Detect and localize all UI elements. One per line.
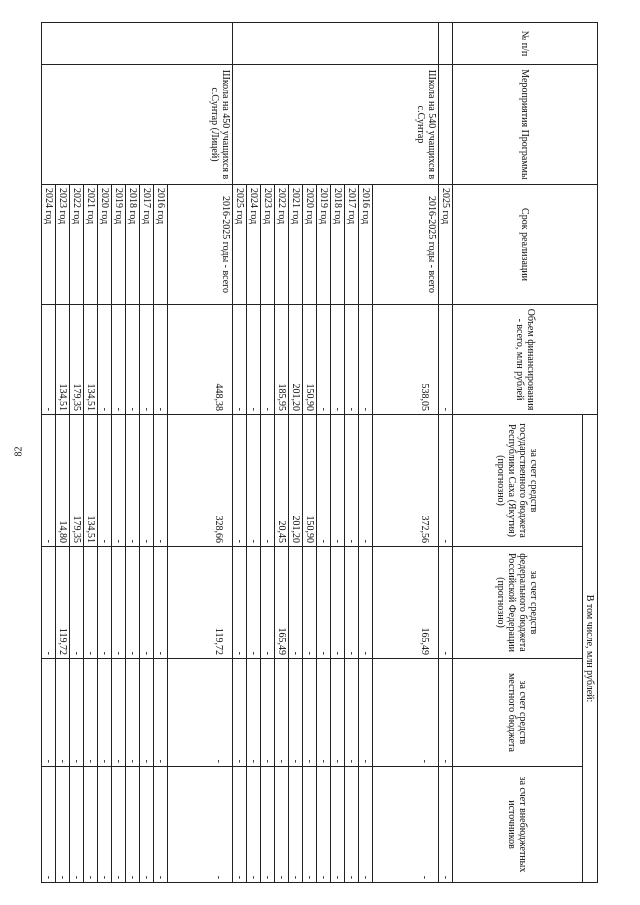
period-cell: 2018 год	[126, 185, 140, 305]
period-cell: 2023 год	[56, 185, 70, 305]
extra-cell: -	[42, 767, 56, 883]
period-cell: 2020 год	[303, 185, 317, 305]
federal-cell: -	[126, 547, 140, 659]
total-cell: -	[331, 305, 345, 415]
event-name-cell: Школа на 540 учащихся в с.Сунтар	[233, 65, 439, 185]
local-cell: -	[140, 659, 154, 767]
period-cell: 2017 год	[140, 185, 154, 305]
federal-cell: -	[331, 547, 345, 659]
federal-cell: 119,72	[56, 547, 70, 659]
federal-cell: 119,72	[168, 547, 234, 659]
state-cell: 328,66	[168, 415, 234, 547]
federal-cell: -	[317, 547, 331, 659]
state-cell: 134,51	[84, 415, 98, 547]
state-cell: -	[261, 415, 275, 547]
local-cell: -	[168, 659, 234, 767]
total-cell: 179,35	[70, 305, 84, 415]
local-cell: -	[275, 659, 289, 767]
local-cell: -	[359, 659, 373, 767]
extra-cell: -	[168, 767, 234, 883]
funding-table	[41, 22, 598, 883]
state-cell: 150,90	[303, 415, 317, 547]
local-cell: -	[331, 659, 345, 767]
local-cell: -	[439, 659, 453, 767]
period-cell: 2024 год	[42, 185, 56, 305]
total-cell: 538,05	[373, 305, 439, 415]
total-cell: -	[345, 305, 359, 415]
extra-cell: -	[439, 767, 453, 883]
federal-cell: -	[303, 547, 317, 659]
federal-cell: -	[439, 547, 453, 659]
extra-cell: -	[303, 767, 317, 883]
extra-cell: -	[373, 767, 439, 883]
total-cell: 185,95	[275, 305, 289, 415]
local-cell: -	[56, 659, 70, 767]
period-cell: 2020 год	[98, 185, 112, 305]
header-total: Объем финансирования - всего, млн рублей	[453, 305, 598, 415]
local-cell: -	[303, 659, 317, 767]
num-cell	[233, 23, 439, 65]
federal-cell: -	[84, 547, 98, 659]
total-cell: -	[359, 305, 373, 415]
total-cell: -	[42, 305, 56, 415]
federal-cell: -	[359, 547, 373, 659]
state-cell: -	[331, 415, 345, 547]
header-event: Мероприятия Программы	[453, 65, 598, 185]
extra-cell: -	[126, 767, 140, 883]
period-cell: 2016-2025 годы - всего	[373, 185, 439, 305]
federal-cell: 165,49	[275, 547, 289, 659]
federal-cell: -	[247, 547, 261, 659]
total-cell: -	[439, 305, 453, 415]
extra-cell: -	[359, 767, 373, 883]
header-extra-budget: за счет внебюджетных источников	[453, 767, 583, 883]
period-cell: 2025 год	[439, 185, 453, 305]
total-cell: 150,90	[303, 305, 317, 415]
local-cell: -	[233, 659, 247, 767]
period-cell: 2025 год	[233, 185, 247, 305]
federal-cell: -	[42, 547, 56, 659]
period-cell: 2021 год	[289, 185, 303, 305]
period-cell: 2018 год	[331, 185, 345, 305]
header-including: В том числе, млн рублей:	[583, 415, 598, 883]
period-cell: 2019 год	[112, 185, 126, 305]
total-cell: -	[112, 305, 126, 415]
header-federal-budget: за счет средств федерального бюджета Российской Федерации (прогнозно)	[453, 547, 583, 659]
total-cell: -	[98, 305, 112, 415]
local-cell: -	[317, 659, 331, 767]
table-row-group-total	[373, 23, 439, 883]
total-cell: -	[317, 305, 331, 415]
extra-cell: -	[84, 767, 98, 883]
total-cell: 134,51	[56, 305, 70, 415]
total-cell: 448,38	[168, 305, 234, 415]
federal-cell: -	[112, 547, 126, 659]
state-cell: -	[345, 415, 359, 547]
local-cell: -	[247, 659, 261, 767]
table-body	[42, 23, 453, 883]
extra-cell: -	[56, 767, 70, 883]
extra-cell: -	[317, 767, 331, 883]
event-name-cell: Школа на 450 учащихся в с.Сунтар (Лицей)	[42, 65, 234, 185]
total-cell: -	[247, 305, 261, 415]
state-cell: 14,80	[56, 415, 70, 547]
state-cell: -	[247, 415, 261, 547]
local-cell: -	[345, 659, 359, 767]
period-cell: 2022 год	[275, 185, 289, 305]
local-cell: -	[289, 659, 303, 767]
federal-cell: -	[154, 547, 168, 659]
total-cell: -	[126, 305, 140, 415]
table-row-carryover	[439, 23, 453, 883]
extra-cell: -	[70, 767, 84, 883]
state-cell: -	[317, 415, 331, 547]
extra-cell: -	[154, 767, 168, 883]
local-cell: -	[126, 659, 140, 767]
period-cell: 2019 год	[317, 185, 331, 305]
rotated-page-content	[41, 22, 598, 882]
federal-cell: -	[70, 547, 84, 659]
total-cell: 201,20	[289, 305, 303, 415]
period-cell: 2016 год	[359, 185, 373, 305]
period-cell: 2023 год	[261, 185, 275, 305]
state-cell: -	[42, 415, 56, 547]
period-cell: 2021 год	[84, 185, 98, 305]
local-cell: -	[261, 659, 275, 767]
state-cell: -	[359, 415, 373, 547]
state-cell: 372,56	[373, 415, 439, 547]
event-cell	[439, 65, 453, 185]
federal-cell: -	[261, 547, 275, 659]
period-cell: 2017 год	[345, 185, 359, 305]
local-cell: -	[373, 659, 439, 767]
extra-cell: -	[233, 767, 247, 883]
num-cell	[439, 23, 453, 65]
state-cell: 179,35	[70, 415, 84, 547]
extra-cell: -	[98, 767, 112, 883]
state-cell: -	[126, 415, 140, 547]
extra-cell: -	[289, 767, 303, 883]
federal-cell: -	[140, 547, 154, 659]
total-cell: -	[154, 305, 168, 415]
header-state-budget: за счет средств государственного бюджета Республики Саха (Якутия) (прогнозно)	[453, 415, 583, 547]
total-cell: -	[140, 305, 154, 415]
state-cell: -	[140, 415, 154, 547]
local-cell: -	[84, 659, 98, 767]
state-cell: -	[98, 415, 112, 547]
page-number: 82	[13, 446, 25, 457]
header-local-budget: за счет средств местного бюджета	[453, 659, 583, 767]
extra-cell: -	[247, 767, 261, 883]
state-cell: -	[154, 415, 168, 547]
num-cell	[42, 23, 234, 65]
local-cell: -	[112, 659, 126, 767]
local-cell: -	[154, 659, 168, 767]
state-cell: 20,45	[275, 415, 289, 547]
state-cell: 201,20	[289, 415, 303, 547]
state-cell: -	[233, 415, 247, 547]
extra-cell: -	[331, 767, 345, 883]
federal-cell: -	[345, 547, 359, 659]
extra-cell: -	[261, 767, 275, 883]
local-cell: -	[70, 659, 84, 767]
state-cell: -	[112, 415, 126, 547]
federal-cell: -	[289, 547, 303, 659]
local-cell: -	[98, 659, 112, 767]
federal-cell: -	[233, 547, 247, 659]
total-cell: 134,51	[84, 305, 98, 415]
extra-cell: -	[345, 767, 359, 883]
local-cell: -	[42, 659, 56, 767]
period-cell: 2024 год	[247, 185, 261, 305]
extra-cell: -	[140, 767, 154, 883]
period-cell: 2016 год	[154, 185, 168, 305]
state-cell: -	[439, 415, 453, 547]
total-cell: -	[261, 305, 275, 415]
federal-cell: -	[98, 547, 112, 659]
federal-cell: 165,49	[373, 547, 439, 659]
period-cell: 2016-2025 годы - всего	[168, 185, 234, 305]
period-cell: 2022 год	[70, 185, 84, 305]
header-period: Срок реализации	[453, 185, 598, 305]
extra-cell: -	[275, 767, 289, 883]
extra-cell: -	[112, 767, 126, 883]
total-cell: -	[233, 305, 247, 415]
table-row-group-total	[168, 23, 234, 883]
header-num: № п/п	[453, 23, 598, 65]
